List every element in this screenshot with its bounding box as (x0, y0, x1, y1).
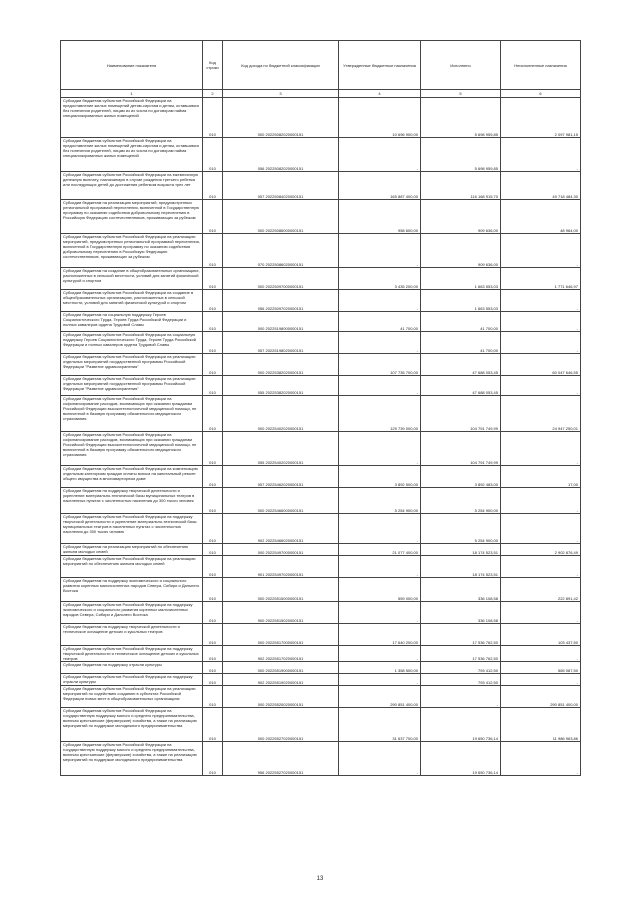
line-code-cell: 010 (203, 332, 223, 354)
unexecuted-amount-cell: - (501, 290, 581, 312)
approved-amount-cell: - (339, 138, 421, 172)
unexecuted-amount-cell: - (501, 332, 581, 354)
indicator-name-cell: Субсидии бюджетам субъектов Российской Федерации на предоставление жилых помещений детям-сиротам и детям, оставшимся без попечения родителей, лицам из их числа по договорам найма специализированных жилых помещений (61, 98, 203, 138)
approved-amount-cell: 559 000,00 (339, 578, 421, 602)
approved-amount-cell: - (339, 602, 421, 624)
table-row (61, 312, 581, 332)
unexecuted-amount-cell: 11 986 963,86 (501, 708, 581, 742)
header-approved: Утвержденные бюджетные назначения (339, 41, 421, 90)
budget-code-cell: 055 20225382020000151 (223, 376, 339, 396)
approved-amount-cell: 290 851 400,00 (339, 686, 421, 708)
table-row (61, 98, 581, 138)
approved-amount-cell: 107 735 700,00 (339, 354, 421, 376)
executed-amount-cell: 19 650 736,14 (421, 708, 501, 742)
table-row (61, 466, 581, 488)
line-code-cell: 010 (203, 742, 223, 776)
line-code-cell: 010 (203, 578, 223, 602)
unexecuted-amount-cell: - (501, 234, 581, 268)
executed-amount-cell: 41 700,00 (421, 332, 501, 354)
executed-amount-cell: 5 254 900,00 (421, 488, 501, 514)
executed-amount-cell: 47 688 053,45 (421, 354, 501, 376)
approved-amount-cell: - (339, 556, 421, 578)
unexecuted-amount-cell: 24 947 250,01 (501, 396, 581, 432)
budget-code-cell: 000 20225086000000151 (223, 200, 339, 234)
table-row (61, 662, 581, 674)
indicator-name-cell: Субсидии бюджетам субъектов Российской Федерации на ежемесячную денежную выплату, назначаемую в случае рождения третьего ребенка или последующих детей до достижения ребенком возраста трех лет (61, 172, 203, 200)
indicator-name-cell: Субсидии бюджетам субъектов Российской Федерации на реализацию мероприятий по обеспечению жильем молодых семей (61, 556, 203, 578)
report-page (60, 40, 580, 776)
approved-amount-cell: - (339, 674, 421, 686)
unexecuted-amount-cell: 2 902 876,49 (501, 544, 581, 556)
approved-amount-cell: 17 640 200,00 (339, 624, 421, 646)
executed-amount-cell: 104 791 749,99 (421, 432, 501, 466)
header-line-code: Код строки (203, 41, 223, 90)
table-row (61, 556, 581, 578)
budget-code-cell: 000 20225082020000151 (223, 98, 339, 138)
column-number: 1 (61, 90, 203, 98)
line-code-cell: 010 (203, 432, 223, 466)
table-row (61, 544, 581, 556)
line-code-cell: 010 (203, 234, 223, 268)
budget-code-cell: 000 20225520020000151 (223, 686, 339, 708)
indicator-name-cell: Субсидии бюджетам на реализацию мероприятий по обеспечению жильем молодых семей (61, 544, 203, 556)
line-code-cell: 010 (203, 556, 223, 578)
header-budget-code: Код дохода по бюджетной классификации (223, 41, 339, 90)
executed-amount-cell: 909 636,00 (421, 200, 501, 234)
table-row (61, 172, 581, 200)
approved-amount-cell: 3 435 200,00 (339, 268, 421, 290)
indicator-name-cell: Субсидии бюджетам субъектов Российской Федерации на реализацию отдельных мероприятий государственной программы Российской Федерации "Развитие здравоохранения" (61, 376, 203, 396)
budget-code-cell: 902 20225519020000151 (223, 674, 339, 686)
executed-amount-cell: 3 892 483,00 (421, 466, 501, 488)
line-code-cell: 010 (203, 376, 223, 396)
header-unexecuted: Неисполненные назначения (501, 41, 581, 90)
budget-code-cell: 000 20225097000000151 (223, 268, 339, 290)
unexecuted-amount-cell: - (501, 602, 581, 624)
approved-amount-cell: - (339, 646, 421, 662)
executed-amount-cell: 909 636,00 (421, 234, 501, 268)
unexecuted-amount-cell: 1 771 646,97 (501, 268, 581, 290)
budget-code-cell: 901 20225497020000151 (223, 556, 339, 578)
income-table (60, 40, 581, 776)
table-row (61, 646, 581, 662)
unexecuted-amount-cell: - (501, 742, 581, 776)
indicator-name-cell: Субсидии бюджетам субъектов Российской Федерации на реализацию мероприятий по содействию созданию в субъектах Российской Федерации новых мест в общеобразовательных организациях (61, 686, 203, 708)
budget-code-cell: 000 20225198000000151 (223, 312, 339, 332)
executed-amount-cell: 5 698 959,85 (421, 138, 501, 172)
unexecuted-amount-cell: 2 097 981,15 (501, 98, 581, 138)
budget-code-cell: 000 20225527020000151 (223, 708, 339, 742)
unexecuted-amount-cell: - (501, 376, 581, 396)
column-number-row (61, 90, 581, 98)
line-code-cell: 010 (203, 662, 223, 674)
unexecuted-amount-cell: - (501, 312, 581, 332)
executed-amount-cell: 793 412,50 (421, 662, 501, 674)
line-code-cell: 010 (203, 602, 223, 624)
budget-code-cell: 056 20225097020000151 (223, 290, 339, 312)
column-number: 5 (421, 90, 501, 98)
table-row (61, 396, 581, 432)
line-code-cell: 010 (203, 354, 223, 376)
column-number: 3 (223, 90, 339, 98)
budget-code-cell: 056 20225082020000151 (223, 138, 339, 172)
indicator-name-cell: Субсидии бюджетам субъектов Российской Федерации на государственную поддержку малого и среднего предпринимательства, включая крестьянские (фермерские) хозяйства, а также на реализацию мероприятий по поддержке молодежного предпринимательства (61, 742, 203, 776)
table-row (61, 432, 581, 466)
line-code-cell: 010 (203, 268, 223, 290)
indicator-name-cell: Субсидии бюджетам на поддержку отрасли культуры (61, 662, 203, 674)
unexecuted-amount-cell: 103 437,50 (501, 624, 581, 646)
line-code-cell: 010 (203, 396, 223, 432)
header-indicator-name: Наименование показателя (61, 41, 203, 90)
budget-code-cell: 900 20225515020000151 (223, 602, 339, 624)
executed-amount-cell: - (421, 686, 501, 708)
table-row (61, 376, 581, 396)
unexecuted-amount-cell: 49 718 484,30 (501, 172, 581, 200)
indicator-name-cell: Субсидии бюджетам субъектов Российской Федерации на поддержку творческой деятельности и техническое оснащение детских и кукольных театров (61, 646, 203, 662)
executed-amount-cell: 116 168 915,70 (421, 172, 501, 200)
line-code-cell: 010 (203, 674, 223, 686)
unexecuted-amount-cell: 290 851 400,00 (501, 686, 581, 708)
table-row (61, 290, 581, 312)
unexecuted-amount-cell: 60 047 646,55 (501, 354, 581, 376)
unexecuted-amount-cell: - (501, 674, 581, 686)
budget-code-cell: 000 20225519000000151 (223, 662, 339, 674)
line-code-cell: 010 (203, 708, 223, 742)
indicator-name-cell: Субсидии бюджетам субъектов Российской Федерации на создание в общеобразовательных организациях, расположенных в сельской местности, условий для занятий физической культурой и спортом (61, 290, 203, 312)
executed-amount-cell: 1 663 553,03 (421, 290, 501, 312)
unexecuted-amount-cell: - (501, 432, 581, 466)
budget-code-cell: 902 20225517020000151 (223, 646, 339, 662)
indicator-name-cell: Субсидии бюджетам субъектов Российской Федерации на компенсацию отдельным категориям граждан оплаты взноса на капитальный ремонт общего имущества в многоквартирном доме (61, 466, 203, 488)
table-row (61, 602, 581, 624)
budget-code-cell: 000 20225517000000151 (223, 624, 339, 646)
budget-code-cell: 000 20225382020000151 (223, 354, 339, 376)
approved-amount-cell: - (339, 742, 421, 776)
column-number: 2 (203, 90, 223, 98)
budget-code-cell: 057 20225084020000151 (223, 172, 339, 200)
line-code-cell: 010 (203, 544, 223, 556)
column-number: 4 (339, 90, 421, 98)
approved-amount-cell: 958 600,00 (339, 200, 421, 234)
line-code-cell: 010 (203, 138, 223, 172)
executed-amount-cell: 336 108,58 (421, 602, 501, 624)
line-code-cell: 010 (203, 624, 223, 646)
table-row (61, 332, 581, 354)
line-code-cell: 010 (203, 200, 223, 234)
table-row (61, 488, 581, 514)
table-row (61, 138, 581, 172)
table-row (61, 578, 581, 602)
table-row (61, 686, 581, 708)
table-row (61, 624, 581, 646)
approved-amount-cell: 3 892 500,00 (339, 466, 421, 488)
page-number: 13 (316, 876, 324, 882)
executed-amount-cell: 17 536 762,50 (421, 646, 501, 662)
header-executed: Исполнено (421, 41, 501, 90)
executed-amount-cell: 47 688 053,45 (421, 376, 501, 396)
line-code-cell: 010 (203, 686, 223, 708)
unexecuted-amount-cell: 17,00 (501, 466, 581, 488)
executed-amount-cell: 5 254 900,00 (421, 514, 501, 544)
column-number: 6 (501, 90, 581, 98)
indicator-name-cell: Субсидии бюджетам субъектов Российской Федерации на предоставление жилых помещений детям-сиротам и детям, оставшимся без попечения родителей, лицам из их числа по договорам найма специализированных жилых помещений (61, 138, 203, 172)
approved-amount-cell: 31 637 700,00 (339, 708, 421, 742)
indicator-name-cell: Субсидии бюджетам субъектов Российской Федерации на поддержку творческой деятельности и укрепление материально-технической базы муниципальных театров в населенных пунктах с численностью населения до 300 тысяч человек (61, 514, 203, 544)
indicator-name-cell: Субсидии бюджетам субъектов Российской Федерации на софинансирование расходов, возникающих при оказании гражданам Российской Федерации высокотехнологичной медицинской помощи, не включенной в базовую программу обязательного медицинского страхования (61, 396, 203, 432)
executed-amount-cell: 18 174 523,51 (421, 556, 501, 578)
table-row (61, 200, 581, 234)
budget-code-cell: 000 20225466000000151 (223, 488, 339, 514)
budget-code-cell: 000 20225497000000151 (223, 544, 339, 556)
unexecuted-amount-cell: 222 891,42 (501, 578, 581, 602)
approved-amount-cell: 21 077 400,00 (339, 544, 421, 556)
executed-amount-cell: 104 791 749,99 (421, 396, 501, 432)
table-row (61, 514, 581, 544)
approved-amount-cell: - (339, 234, 421, 268)
line-code-cell: 010 (203, 646, 223, 662)
approved-amount-cell: 129 739 000,00 (339, 396, 421, 432)
line-code-cell: 010 (203, 312, 223, 332)
approved-amount-cell: 5 254 900,00 (339, 488, 421, 514)
indicator-name-cell: Субсидии бюджетам субъектов Российской Федерации на поддержку отрасли культуры (61, 674, 203, 686)
unexecuted-amount-cell: 48 964,00 (501, 200, 581, 234)
approved-amount-cell: - (339, 432, 421, 466)
indicator-name-cell: Субсидии бюджетам на создание в общеобразовательных организациях, расположенных в сельской местности, условий для занятий физической культурой и спортом (61, 268, 203, 290)
line-code-cell: 010 (203, 488, 223, 514)
approved-amount-cell: 10 696 900,00 (339, 98, 421, 138)
approved-amount-cell: 41 700,00 (339, 312, 421, 332)
unexecuted-amount-cell: - (501, 556, 581, 578)
indicator-name-cell: Субсидии бюджетам на поддержку экономического и социального развития коренных малочисленных народов Севера, Сибири и Дальнего Востока (61, 578, 203, 602)
executed-amount-cell: 793 412,50 (421, 674, 501, 686)
line-code-cell: 010 (203, 514, 223, 544)
budget-code-cell: 000 20225402020000151 (223, 396, 339, 432)
indicator-name-cell: Субсидии бюджетам на реализацию мероприятий, предусмотренных региональной программой переселения, включенной в Государственную программу по оказанию содействия добровольному переселению в Российскую Федерацию соотечественников, проживающих за рубежом (61, 200, 203, 234)
executed-amount-cell: 17 536 762,50 (421, 624, 501, 646)
unexecuted-amount-cell: 565 087,50 (501, 662, 581, 674)
executed-amount-cell: 18 174 523,51 (421, 544, 501, 556)
budget-code-cell: 057 20225198020000151 (223, 332, 339, 354)
executed-amount-cell: 19 650 736,14 (421, 742, 501, 776)
approved-amount-cell: - (339, 376, 421, 396)
header-row (61, 41, 581, 90)
line-code-cell: 010 (203, 290, 223, 312)
approved-amount-cell: 1 358 500,00 (339, 662, 421, 674)
executed-amount-cell: 1 663 553,03 (421, 268, 501, 290)
approved-amount-cell: - (339, 514, 421, 544)
executed-amount-cell: 41 700,00 (421, 312, 501, 332)
unexecuted-amount-cell: - (501, 138, 581, 172)
table-row (61, 708, 581, 742)
indicator-name-cell: Субсидии бюджетам субъектов Российской Федерации на реализацию мероприятий, предусмотренных региональной программой переселения, включенной в Государственную программу по оказанию содействия добровольному переселению в Российскую Федерацию соотечественников, проживающих за рубежом (61, 234, 203, 268)
unexecuted-amount-cell: - (501, 646, 581, 662)
indicator-name-cell: Субсидии бюджетам субъектов Российской Федерации на поддержку экономического и социального развития коренных малочисленных народов Севера, Сибири и Дальнего Востока (61, 602, 203, 624)
indicator-name-cell: Субсидии бюджетам субъектов Российской Федерации на реализацию отдельных мероприятий государственной программы Российской Федерации "Развитие здравоохранения" (61, 354, 203, 376)
indicator-name-cell: Субсидии бюджетам субъектов Российской Федерации на социальную поддержку Героев Социалистического Труда, Героев Труда Российской Федерации и полных кавалеров ордена Трудовой Славы (61, 332, 203, 354)
approved-amount-cell: 165 887 400,00 (339, 172, 421, 200)
indicator-name-cell: Субсидии бюджетам на поддержку творческой деятельности и техническое оснащение детских и кукольных театров (61, 624, 203, 646)
table-row (61, 268, 581, 290)
approved-amount-cell: - (339, 332, 421, 354)
line-code-cell: 010 (203, 466, 223, 488)
table-row (61, 234, 581, 268)
indicator-name-cell: Субсидии бюджетам на социальную поддержку Героев Социалистического Труда, Героев Труда Российской Федерации и полных кавалеров ордена Трудовой Славы (61, 312, 203, 332)
budget-code-cell: 000 20225515000000151 (223, 578, 339, 602)
budget-code-cell: 902 20225466020000151 (223, 514, 339, 544)
executed-amount-cell: 336 108,58 (421, 578, 501, 602)
line-code-cell: 010 (203, 172, 223, 200)
executed-amount-cell: 5 698 959,85 (421, 98, 501, 138)
table-row (61, 354, 581, 376)
unexecuted-amount-cell: - (501, 514, 581, 544)
indicator-name-cell: Субсидии бюджетам субъектов Российской Федерации на государственную поддержку малого и среднего предпринимательства, включая крестьянские (фермерские) хозяйства, а также на реализацию мероприятий по поддержке молодежного предпринимательства (61, 708, 203, 742)
budget-code-cell: 070 20225086020000151 (223, 234, 339, 268)
indicator-name-cell: Субсидии бюджетам субъектов Российской Федерации на софинансирование расходов, возникающих при оказании гражданам Российской Федерации высокотехнологичной медицинской помощи, не включенной в базовую программу обязательного медицинского страхования (61, 432, 203, 466)
unexecuted-amount-cell: - (501, 488, 581, 514)
indicator-name-cell: Субсидии бюджетам на поддержку творческой деятельности и укрепление материально-технической базы муниципальных театров в населенных пунктах с численностью населения до 300 тысяч человек (61, 488, 203, 514)
budget-code-cell: 057 20225462020000151 (223, 466, 339, 488)
budget-code-cell: 956 20225527020000151 (223, 742, 339, 776)
approved-amount-cell: - (339, 290, 421, 312)
line-code-cell: 010 (203, 98, 223, 138)
table-row (61, 674, 581, 686)
table-row (61, 742, 581, 776)
budget-code-cell: 055 20225402020000151 (223, 432, 339, 466)
